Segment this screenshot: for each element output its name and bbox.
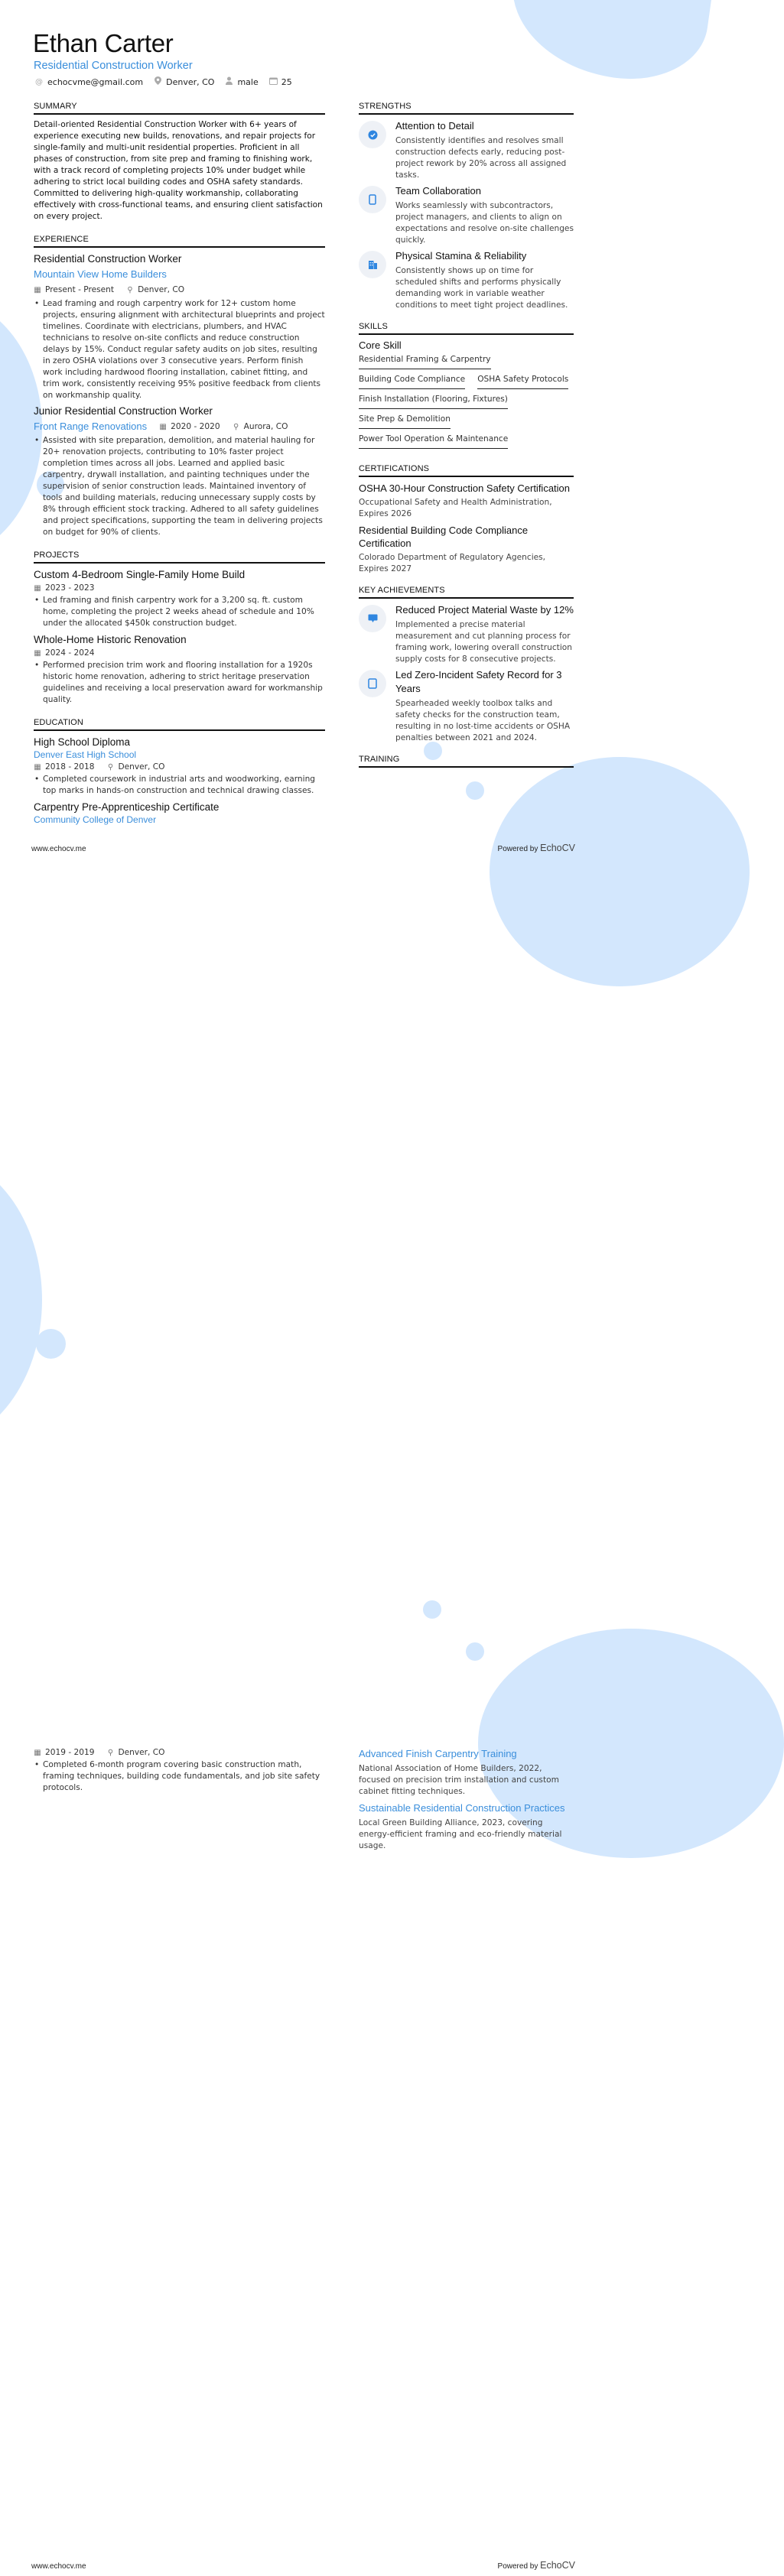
skill-tag: Site Prep & Demolition xyxy=(359,414,451,429)
project-title: Whole-Home Historic Renovation xyxy=(34,634,187,645)
footer-powered-by: Powered by EchoCV xyxy=(497,843,575,853)
echocv-brand: EchoCV xyxy=(540,843,575,853)
project-title: Custom 4-Bedroom Single-Family Home Build xyxy=(34,569,246,580)
achievement-item xyxy=(359,603,574,665)
school-name: Community College of Denver xyxy=(34,814,157,825)
job-title: Residential Construction Worker xyxy=(34,253,182,265)
footer-powered-by: Powered by EchoCV xyxy=(497,2560,575,2571)
bullet-item: • Assisted with site preparation, demolition, and material hauling for 20+ renovation projects, contributing to 10% faster project completion times across all jobs. Learned and applied basic carpentry, drywall installation, and painting techniques under the supervision of senior construction leads. Maintained inventory of tools and building materials, reducing unnecessary supply costs by 8% through efficient stock tracking. Adhered to all safety guidelines and project specifications, supporting the team in delivering projects on budget for 90% of clients. xyxy=(34,435,325,538)
strength-title: Team Collaboration xyxy=(395,185,482,197)
training-title: Sustainable Residential Construction Practices xyxy=(359,1802,565,1814)
bullet-item: • Lead framing and rough carpentry work for 12+ custom home projects, ensuring alignment with architectural blueprints and project timelines. Coordinate with electricians, plumbers, and HVAC technicians to resolve on-site conflicts and reduce construction delays by 15%. Conduct regular safety audits on job sites, resulting in zero OSHA violations over 3 consecutive years. Perform finish work including hardwood flooring installation, cabinet fitting, and trim work, consistently receiving 95% positive feedback from clients on workmanship quality. xyxy=(34,298,325,401)
project-item: Custom 4-Bedroom Single-Family Home Build ▦ 2023 - 2023 • Led framing and finish carpentry work for a 3,200 sq. ft. custom home, completing the project 2 weeks ahead of schedule and 10% under the allocated $450k construction budget. xyxy=(34,568,325,629)
achievement-desc: Spearheaded weekly toolbox talks and safety checks for the construction team, resulting in no lost-time accidents or OSHA penalties between 2021 and 2024. xyxy=(395,699,571,742)
achievement-title: Led Zero-Incident Safety Record for 3 Years xyxy=(395,669,562,694)
mobile-icon xyxy=(359,186,386,213)
speech-bubble-icon xyxy=(359,605,386,632)
section-title: EDUCATION xyxy=(34,718,325,731)
location-pin-icon: ⚲ xyxy=(127,286,133,294)
calendar-icon: ▦ xyxy=(34,649,41,658)
location-pin-icon: ⚲ xyxy=(107,763,114,772)
certification-desc: Occupational Safety and Health Administration, Expires 2026 xyxy=(359,498,552,518)
bullet-item: • Completed coursework in industrial arts and woodworking, earning top marks in hands-on construction and technical drawing classes. xyxy=(34,774,325,797)
school-name: Denver East High School xyxy=(34,749,137,760)
contact-age: 25 xyxy=(269,77,292,87)
achievement-title: Reduced Project Material Waste by 12% xyxy=(395,604,574,616)
location-pin-icon: ⚲ xyxy=(107,1749,114,1757)
footer-website[interactable]: www.echocv.me xyxy=(31,845,86,853)
training-desc: National Association of Home Builders, 2022, focused on precision trim installation and custom cabinet fitting techniques. xyxy=(359,1764,559,1796)
strength-item xyxy=(359,249,574,311)
contact-email: @ echocvme@gmail.com xyxy=(35,76,144,87)
company-name: Front Range Renovations xyxy=(34,421,148,432)
training-section-header xyxy=(359,755,574,768)
skill-list xyxy=(359,354,574,449)
training-desc: Local Green Building Alliance, 2023, covering energy-efficient framing and eco-friendly material usage. xyxy=(359,1818,562,1850)
training-item xyxy=(359,1747,574,1798)
job-bullets xyxy=(34,298,325,401)
training-item xyxy=(359,1801,574,1852)
location-pin-icon: ⚲ xyxy=(233,422,239,431)
section-title: SUMMARY xyxy=(34,102,325,115)
strength-title: Physical Stamina & Reliability xyxy=(395,250,527,261)
echocv-brand: EchoCV xyxy=(540,2560,575,2571)
building-icon xyxy=(359,251,386,278)
achievement-item xyxy=(359,668,574,744)
certification-title: OSHA 30-Hour Construction Safety Certification xyxy=(359,482,571,494)
calendar-icon: ▦ xyxy=(34,286,41,294)
resume-page-1 xyxy=(0,0,607,859)
section-title: TRAINING xyxy=(359,755,574,768)
right-column xyxy=(359,102,574,772)
bullet-item: • Completed 6-month program covering basic construction math, framing techniques, building code fundamentals, and job site safety protocols. xyxy=(34,1759,325,1794)
skill-group-title: Core Skill xyxy=(359,339,402,351)
section-title: KEY ACHIEVEMENTS xyxy=(359,586,574,599)
strengths-section xyxy=(359,102,574,311)
summary-text: Detail-oriented Residential Construction Worker with 6+ years of experience executing new builds, renovations, and repair projects for single-family and multi-unit residential properties. Proficient in all phases of construction, from site prep and framing to finishing work, with a track record of completing projects 10% under budget while adhering to strict local building codes and OSHA safety standards. Committed to delivering high-quality workmanship, collaborating effectively with cross-functional teams, and ensuring client satisfaction on every project. xyxy=(34,120,323,221)
decor-blob-left-p2 xyxy=(0,1155,42,1445)
job-title: Junior Residential Construction Worker xyxy=(34,405,213,417)
certification-desc: Colorado Department of Regulatory Agencies, Expires 2027 xyxy=(359,553,546,573)
calendar-icon: ▦ xyxy=(159,422,167,431)
education-item: High School Diploma Denver East High School ▦ 2018 - 2018 ⚲ Denver, CO • Completed coursework in industrial arts and woodworking, earning top marks in hands-on construction and technical drawing classes. xyxy=(34,736,325,797)
skill-tag: Building Code Compliance xyxy=(359,374,465,389)
section-title: SKILLS xyxy=(359,322,574,335)
left-column-continued: ▦ 2019 - 2019 ⚲ Denver, CO • Completed 6-month program covering basic construction math, framing techniques, building code fundamentals, and job site safety protocols. xyxy=(34,1746,325,1794)
strength-desc: Works seamlessly with subcontractors, project managers, and clients to align on expectations and resolve on-site challenges quickly. xyxy=(395,201,574,245)
bullet-item: • Led framing and finish carpentry work for a 3,200 sq. ft. custom home, completing the project 2 weeks ahead of schedule and 10% under the allocated $450k construction budget. xyxy=(34,595,325,629)
section-title: STRENGTHS xyxy=(359,102,574,115)
degree: Carpentry Pre-Apprenticeship Certificate xyxy=(34,801,220,813)
training-title: Advanced Finish Carpentry Training xyxy=(359,1748,517,1759)
left-column xyxy=(34,102,325,826)
section-title: CERTIFICATIONS xyxy=(359,464,574,477)
project-item: Whole-Home Historic Renovation ▦ 2024 - 2024 • Performed precision trim work and flooring installation for a 1920s historic home renovation, adhering to strict heritage preservation guidelines and receiving a local preservation award for workmanship quality. xyxy=(34,633,325,706)
certification-item xyxy=(359,524,574,575)
experience-item xyxy=(34,252,325,401)
footer-website[interactable]: www.echocv.me xyxy=(31,2562,86,2571)
calendar-icon xyxy=(269,77,277,87)
candidate-name: Ethan Carter xyxy=(33,29,174,57)
at-icon: @ xyxy=(35,77,43,86)
decor-dot-bottom-2 xyxy=(466,1642,484,1661)
check-badge-icon xyxy=(359,121,386,148)
job-meta: ▦ Present - Present ⚲ Denver, CO xyxy=(34,284,325,297)
strength-title: Attention to Detail xyxy=(395,120,474,132)
skill-tag: Power Tool Operation & Maintenance xyxy=(359,434,508,449)
candidate-role: Residential Construction Worker xyxy=(34,60,193,72)
certifications-section xyxy=(359,464,574,575)
calendar-icon: ▦ xyxy=(34,1749,41,1757)
location-pin-icon xyxy=(154,76,161,87)
strength-desc: Consistently shows up on time for scheduled shifts and performs physically demanding work in variable weather conditions to meet tight project deadlines. xyxy=(395,266,568,310)
summary-section xyxy=(34,102,325,223)
contact-location: Denver, CO xyxy=(154,76,214,87)
projects-section xyxy=(34,551,325,706)
decor-dot-left-p2 xyxy=(36,1329,66,1359)
skills-section xyxy=(359,322,574,449)
calendar-icon: ▦ xyxy=(34,763,41,772)
experience-section xyxy=(34,235,325,538)
contact-gender: male xyxy=(225,76,258,87)
skill-tag: Residential Framing & Carpentry xyxy=(359,354,491,369)
certification-item xyxy=(359,482,574,520)
skill-tag: OSHA Safety Protocols xyxy=(477,374,568,389)
right-column-continued xyxy=(359,1747,574,1856)
strength-item xyxy=(359,184,574,246)
experience-item: Junior Residential Construction Worker Front Range Renovations ▦ 2020 - 2020 ⚲ Aurora, CO • Assisted with site preparation, demolition, and material hauling for 20+ renovation projects, contributing to 10% faster project completion times across all jobs. Learned and applied basic carpentry, drywall installation, and painting techniques under the supervision of senior construction leads. Maintained inventory of tools and building materials, reducing unnecessary supply costs by 8% through efficient stock tracking. Adhered to all safety guidelines and project specifications, supporting the team in delivering projects on budget for 90% of clients. xyxy=(34,404,325,538)
skill-tag: Finish Installation (Flooring, Fixtures) xyxy=(359,394,508,409)
person-icon xyxy=(225,76,233,87)
achievements-section xyxy=(359,586,574,744)
achievement-desc: Implemented a precise material measurement and cut planning process for framing work, lowering overall construction supply costs for 8 consecutive projects. xyxy=(395,620,572,664)
education-item xyxy=(34,801,325,826)
resume-page-2 xyxy=(0,1717,607,2576)
section-title: PROJECTS xyxy=(34,551,325,564)
contact-info xyxy=(35,76,292,87)
tablet-icon xyxy=(359,670,386,697)
section-title: EXPERIENCE xyxy=(34,235,325,248)
calendar-icon: ▦ xyxy=(34,584,41,593)
strength-item xyxy=(359,119,574,181)
company-name: Mountain View Home Builders xyxy=(34,268,167,280)
job-bullets xyxy=(34,435,325,538)
degree: High School Diploma xyxy=(34,736,131,748)
education-section xyxy=(34,718,325,826)
strength-desc: Consistently identifies and resolves small construction defects early, reducing post-project rework by 20% across all assigned tasks. xyxy=(395,136,567,180)
certification-title: Residential Building Code Compliance Certification xyxy=(359,525,529,549)
decor-dot-bottom-1 xyxy=(423,1600,441,1619)
bullet-item: • Performed precision trim work and flooring installation for a 1920s historic home renovation, adhering to strict heritage preservation guidelines and receiving a local preservation award for workmanship quality. xyxy=(34,660,325,706)
